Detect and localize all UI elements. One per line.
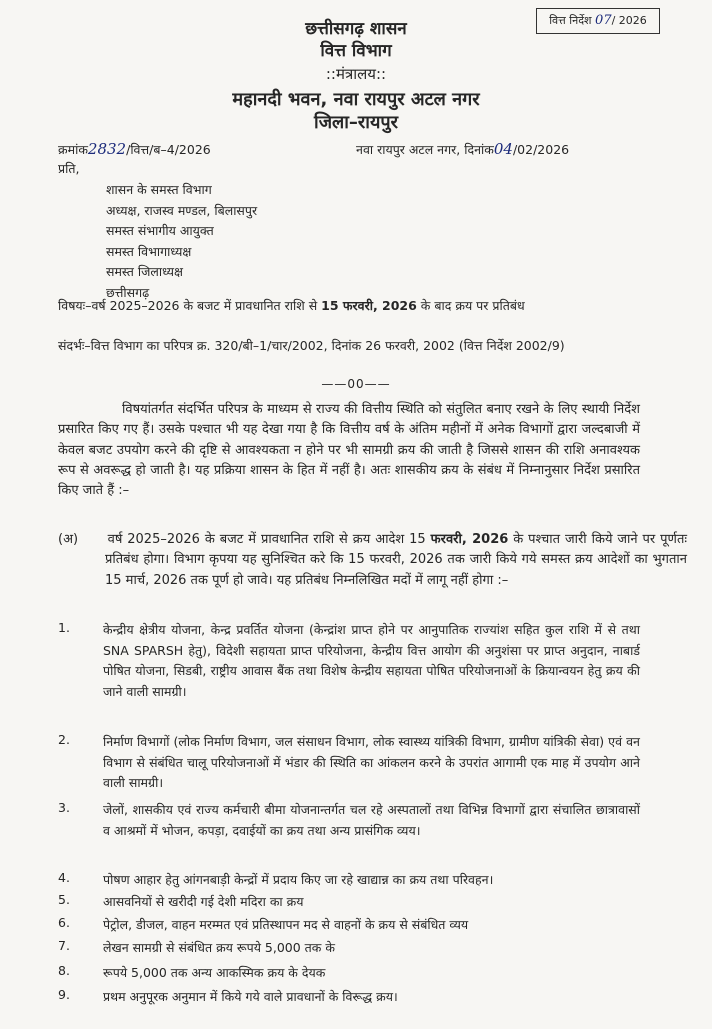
list-item-number: 3. (58, 800, 70, 815)
badge-label: वित्त निर्देश (549, 14, 592, 27)
letter-date-prefix: नवा रायपुर अटल नगर, दिनांक (356, 142, 494, 157)
letter-date-month-year: /02/2026 (512, 142, 570, 157)
district-name: जिला–रायपुर (314, 112, 398, 133)
intro-paragraph (58, 400, 640, 501)
letter-number (58, 140, 211, 158)
to-label: प्रति, (58, 161, 80, 176)
list-item-number: 5. (58, 892, 70, 907)
subject-label: विषयः– (58, 298, 92, 313)
reference-text: वित्त विभाग का परिपत्र क्र. 320/बी–1/चार/2002, दिनांक 26 फरवरी, 2002 (वित्त निर्देश 2002/9) (90, 338, 565, 353)
list-item-text: पोषण आहार हेतु आंगनबाड़ी केन्द्रों में प्रदाय किए जा रहे खाद्यान्न का क्रय तथा परिवहन। (103, 872, 494, 887)
clause-a-text-end: के पश्चात जारी किये जाने पर पूर्णतः प्रतिबंध होगा। विभाग कृपया यह सुनिश्चित करे कि 15 फरवरी, 2026 तक जारी किये गये समस्त क्रय आदेशों का भुगतान 15 मार्च, 2026 तक पूर्ण हो जावे। यह प्रतिबंध निम्नलिखित मदों में लागू नहीं होगा :– (105, 532, 687, 588)
list-item-text: रूपये 5,000 तक अन्य आकस्मिक क्रय के देयक (103, 965, 326, 980)
recipient: छत्तीसगढ़ (106, 284, 150, 300)
list-item-number: 9. (58, 987, 70, 1002)
recipient: समस्त जिलाध्यक्ष (106, 264, 184, 279)
list-item-number: 6. (58, 915, 70, 930)
list-item-text: आसवनियों से खरीदी गई देशी मदिरा का क्रय (103, 894, 304, 909)
list-item-number: 2. (58, 732, 70, 747)
recipient: अध्यक्ष, राजस्व मण्डल, बिलासपुर (106, 202, 258, 218)
mantralaya-label: ::मंत्रालय:: (325, 65, 387, 83)
list-item-number: 1. (58, 620, 70, 635)
list-item-text: लेखन सामग्री से संबंधित क्रय रूपये 5,000 तक के (103, 940, 335, 955)
recipient: समस्त विभागाध्यक्ष (106, 243, 192, 259)
list-item-number: 7. (58, 938, 70, 953)
list-item-number: 4. (58, 870, 70, 885)
government-name: छत्तीसगढ़ शासन (305, 19, 407, 39)
office-address: महानदी भवन, नवा रायपुर अटल नगर (232, 89, 480, 110)
list-item-text: केन्द्रीय क्षेत्रीय योजना, केन्द्र प्रवर्तित योजना (केन्द्रांश प्राप्त होने पर आनुपातिक राज्यांश सहित कुल राशि में से तथा SNA SPARSH हेतु), विदेशी सहायता प्राप्त परियोजना, केन्द्रीय वित्त आयोग की अनुशंसा पर प्राप्त अनुदान, नाबार्ड पोषित योजना, सिडबी, राष्ट्रीय आवास बैंक तथा विशेष केन्द्रीय सहायता पोषित परियोजनाओं के क्रियान्वयन हेतु क्रय की जाने वाली सामग्री। (103, 622, 640, 699)
letterhead (0, 18, 712, 134)
clause-a-bold-date: फरवरी, 2026 (430, 532, 509, 547)
department-name: वित्त विभाग (320, 41, 392, 61)
badge-handwritten-number: 07 (595, 13, 612, 28)
separator: ——00—— (321, 377, 391, 391)
recipient: शासन के समस्त विभाग (106, 182, 212, 197)
letter-number-prefix: क्रमांक (58, 142, 88, 157)
clause-a-text: वर्ष 2025–2026 के बजट में प्रावधानित राशि से क्रय आदेश 15 (107, 532, 431, 547)
clause-a (58, 530, 687, 591)
badge-year: / 2026 (611, 14, 647, 27)
letter-number-suffix: /वित्त/ब–4/2026 (126, 142, 211, 157)
letter-date (356, 140, 569, 158)
intro-paragraph-text: विषयांतर्गत संदर्भित परिपत्र के माध्यम से राज्य की वित्तीय स्थिति को संतुलित बनाए रखने के लिए स्थायी निर्देश प्रसारित किए गए हैं। उसके पश्चात भी यह देखा गया है कि वित्तीय वर्ष के अंतिम महीनों में अनेक विभागों द्वारा जल्दबाजी में केवल बजट उपयोग करने की दृष्टि से आवश्यकता न होने पर भी सामग्री क्रय की जाती है जिससे शासन की राशि अनावश्यक रूप से अवरूद्ध हो जाती है। यह प्रक्रिया शासन के हित में नहीं है। अतः शासकीय क्रय के संबंध में निम्नानुसार निर्देश प्रसारित किए जाते हैं :– (58, 402, 640, 499)
recipient-list (106, 180, 257, 303)
subject-line (58, 297, 685, 315)
subject-text-end: के बाद क्रय पर प्रतिबंध (416, 298, 525, 313)
letter-number-handwritten: 2832 (87, 140, 127, 158)
clause-a-label: (अ) (58, 532, 79, 547)
reference-label: संदर्भः– (58, 338, 91, 353)
reference-line (58, 140, 658, 158)
recipient: समस्त संभागीय आयुक्त (106, 223, 214, 238)
list-item-text: पेट्रोल, डीजल, वाहन मरम्मत एवं प्रतिस्थापन मद से वाहनों के क्रय से संबंधित व्यय (103, 917, 469, 932)
reference-citation (58, 337, 685, 355)
subject-text: वर्ष 2025–2026 के बजट में प्रावधानित राशि से (91, 298, 322, 313)
subject-bold-date: 15 फरवरी, 2026 (321, 298, 417, 313)
list-item-text: जेलों, शासकीय एवं राज्य कर्मचारी बीमा योजनान्तर्गत चल रहे अस्पतालों तथा विभिन्न विभागों द्वारा संचालित छात्रावासों व आश्रमों में भोजन, कपड़ा, दवाईयों का क्रय तथा अन्य प्रासंगिक व्यय। (103, 802, 640, 838)
list-item-text: निर्माण विभागों (लोक निर्माण विभाग, जल संसाधन विभाग, लोक स्वास्थ्य यांत्रिकी विभाग, ग्रामीण यांत्रिकी सेवा) एवं वन विभाग से संबंधित चालू परियोजनाओं में भंडार की स्थिति का आंकलन करने के उपरांत आगामी एक माह में उपयोग आने वाली सामग्री। (103, 734, 640, 790)
list-item-number: 8. (58, 963, 70, 978)
list-item-text: प्रथम अनुपूरक अनुमान में किये गये वाले प्रावधानों के विरूद्ध क्रय। (103, 989, 398, 1004)
letter-date-handwritten-day: 04 (493, 140, 513, 158)
